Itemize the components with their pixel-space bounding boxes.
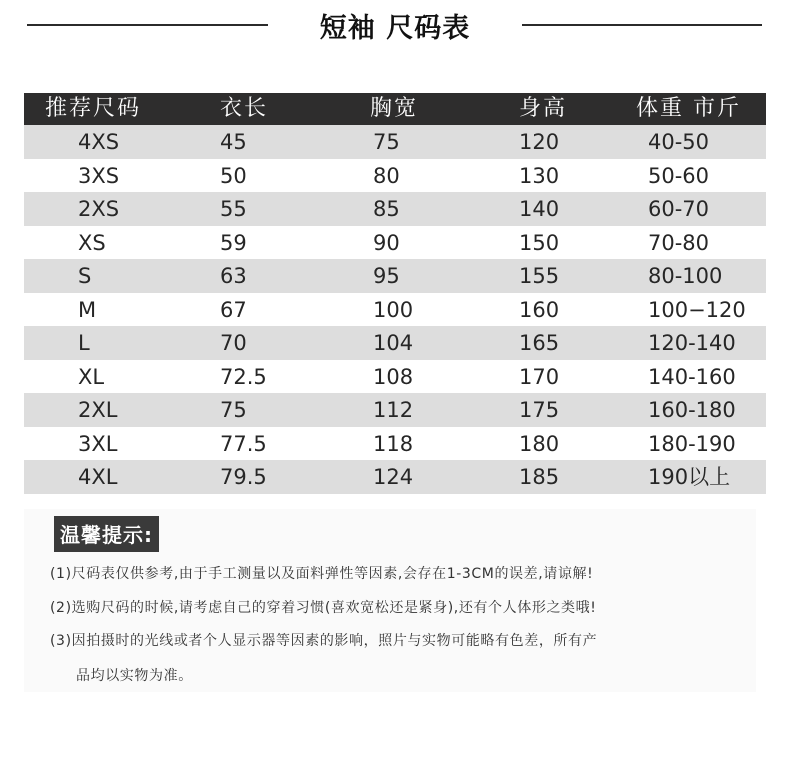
cell-size: M: [78, 297, 97, 322]
cell-length: 72.5: [220, 364, 267, 389]
cell-length: 79.5: [220, 465, 267, 489]
cell-height: 180: [519, 431, 560, 456]
cell-length: 55: [220, 197, 247, 221]
cell-chest: 108: [373, 364, 414, 389]
tip-line: 品均以实物为准。: [76, 668, 193, 684]
cell-chest: 100: [373, 297, 414, 322]
cell-chest: 118: [373, 431, 414, 456]
cell-length: 63: [220, 264, 247, 288]
tip-line: (3)因拍摄时的光线或者个人显示器等因素的影响，照片与实物可能略有色差，所有产: [50, 633, 598, 649]
cell-length: 77.5: [220, 431, 267, 456]
cell-weight: 40-50: [648, 130, 710, 154]
cell-weight: 60-70: [648, 197, 710, 221]
cell-weight: 100−120: [648, 297, 746, 322]
table-row: [24, 460, 766, 494]
cell-weight: 180-190: [648, 431, 736, 456]
cell-weight: 190以上: [648, 465, 731, 489]
title-bar: [0, 0, 790, 52]
header-recommended-size: 推荐尺码: [45, 96, 142, 121]
cell-height: 185: [519, 465, 560, 489]
cell-weight: 80-100: [648, 264, 723, 288]
cell-height: 120: [519, 130, 560, 154]
tip-line: (2)选购尺码的时候,请考虑自己的穿着习惯(喜欢宽松还是紧身),还有个人体形之类哦!: [50, 600, 597, 616]
cell-size: 3XL: [78, 431, 118, 456]
cell-height: 150: [519, 230, 560, 255]
cell-size: 2XS: [78, 197, 120, 221]
cell-size: XS: [78, 230, 106, 255]
cell-chest: 90: [373, 230, 400, 255]
cell-weight: 120-140: [648, 331, 736, 355]
cell-weight: 160-180: [648, 398, 736, 422]
cell-height: 175: [519, 398, 560, 422]
cell-height: 160: [519, 297, 560, 322]
table-row: [24, 427, 766, 461]
cell-size: S: [78, 264, 92, 288]
table-row: [24, 360, 766, 394]
cell-size: L: [78, 331, 90, 355]
cell-length: 75: [220, 398, 247, 422]
table-header: [24, 93, 766, 125]
cell-size: 4XL: [78, 465, 118, 489]
table-row: [24, 192, 766, 226]
size-chart-table: [24, 93, 766, 494]
cell-size: XL: [78, 364, 105, 389]
header-chest-width: 胸宽: [370, 96, 419, 121]
cell-length: 45: [220, 130, 247, 154]
tips-panel: [24, 509, 756, 692]
page-title: 短袖 尺码表: [319, 13, 471, 44]
title-divider-right: [522, 24, 762, 26]
table-row: [24, 159, 766, 193]
cell-length: 67: [220, 297, 247, 322]
cell-chest: 95: [373, 264, 400, 288]
cell-chest: 85: [373, 197, 400, 221]
table-row: [24, 125, 766, 159]
cell-height: 155: [519, 264, 560, 288]
cell-chest: 75: [373, 130, 400, 154]
cell-height: 130: [519, 163, 560, 188]
table-row: [24, 393, 766, 427]
header-height: 身高: [519, 96, 568, 121]
cell-chest: 104: [373, 331, 414, 355]
tip-line: (1)尺码表仅供参考,由于手工测量以及面料弹性等因素,会存在1-3CM的误差,请谅解!: [50, 566, 594, 582]
cell-height: 170: [519, 364, 560, 389]
cell-size: 4XS: [78, 130, 120, 154]
cell-weight: 50-60: [648, 163, 710, 188]
cell-chest: 112: [373, 398, 414, 422]
cell-chest: 80: [373, 163, 400, 188]
cell-length: 59: [220, 230, 247, 255]
header-garment-length: 衣长: [220, 96, 269, 121]
table-row: [24, 259, 766, 293]
cell-weight: 140-160: [648, 364, 736, 389]
cell-chest: 124: [373, 465, 414, 489]
table-row: [24, 226, 766, 260]
table-row: [24, 293, 766, 327]
cell-weight: 70-80: [648, 230, 710, 255]
cell-length: 50: [220, 163, 247, 188]
cell-length: 70: [220, 331, 247, 355]
tips-heading: 温馨提示:: [54, 516, 159, 552]
title-divider-left: [27, 24, 268, 26]
cell-size: 2XL: [78, 398, 118, 422]
table-row: [24, 326, 766, 360]
cell-height: 165: [519, 331, 560, 355]
cell-size: 3XS: [78, 163, 120, 188]
header-weight: 体重 市斤: [636, 96, 741, 121]
cell-height: 140: [519, 197, 560, 221]
